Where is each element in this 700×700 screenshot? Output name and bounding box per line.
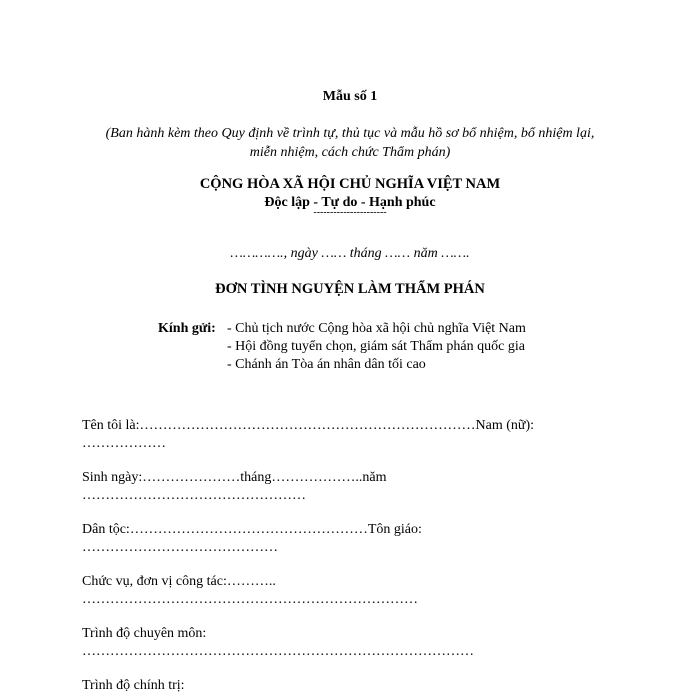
field-ethnicity: Dân tộc:……………………………………………Tôn giáo: xyxy=(82,522,422,537)
recipients-label: Kính gửi: xyxy=(158,321,216,336)
recipient-item: - Chủ tịch nước Cộng hòa xã hội chủ nghĩa Việt Nam xyxy=(227,321,526,336)
field-name: Tên tôi là:………………………………………………………………Nam (nữ): xyxy=(82,418,535,433)
issued-note-line-2: miễn nhiệm, cách chức Thẩm phán) xyxy=(249,145,451,160)
field-ethnicity-continuation: …………………………………… xyxy=(82,540,278,555)
recipient-item: - Hội đồng tuyển chọn, giám sát Thẩm phán quốc gia xyxy=(227,339,525,354)
issued-note-line-1: (Ban hành kèm theo Quy định về trình tự, thủ tục và mẫu hồ sơ bổ nhiệm, bổ nhiệm lại, xyxy=(105,126,595,141)
field-professional-level: Trình độ chuyên môn: xyxy=(82,626,207,641)
national-title: CỘNG HÒA XÃ HỘI CHỦ NGHĨA VIỆT NAM xyxy=(199,176,501,192)
field-professional-level-continuation: ………………………………………………………………………… xyxy=(82,644,474,659)
form-number: Mẫu số 1 xyxy=(322,89,378,104)
field-position: Chức vụ, đơn vị công tác:……….. xyxy=(82,574,276,589)
national-motto: Độc lập - Tự do - Hạnh phúc xyxy=(264,195,436,210)
field-position-continuation: ……………………………………………………………… xyxy=(82,592,418,607)
document-title: ĐƠN TÌNH NGUYỆN LÀM THẨM PHÁN xyxy=(215,281,485,297)
field-name-continuation: ……………… xyxy=(82,436,166,451)
field-political-level: Trình độ chính trị: xyxy=(82,678,185,693)
recipient-item: - Chánh án Tòa án nhân dân tối cao xyxy=(227,357,426,372)
field-birth-date: Sinh ngày:…………………tháng………………..năm xyxy=(82,470,387,485)
motto-underline: ---------------------- xyxy=(313,207,387,218)
field-birth-date-continuation: ………………………………………… xyxy=(82,488,306,503)
date-line: …………., ngày …… tháng …… năm ……. xyxy=(230,246,470,261)
